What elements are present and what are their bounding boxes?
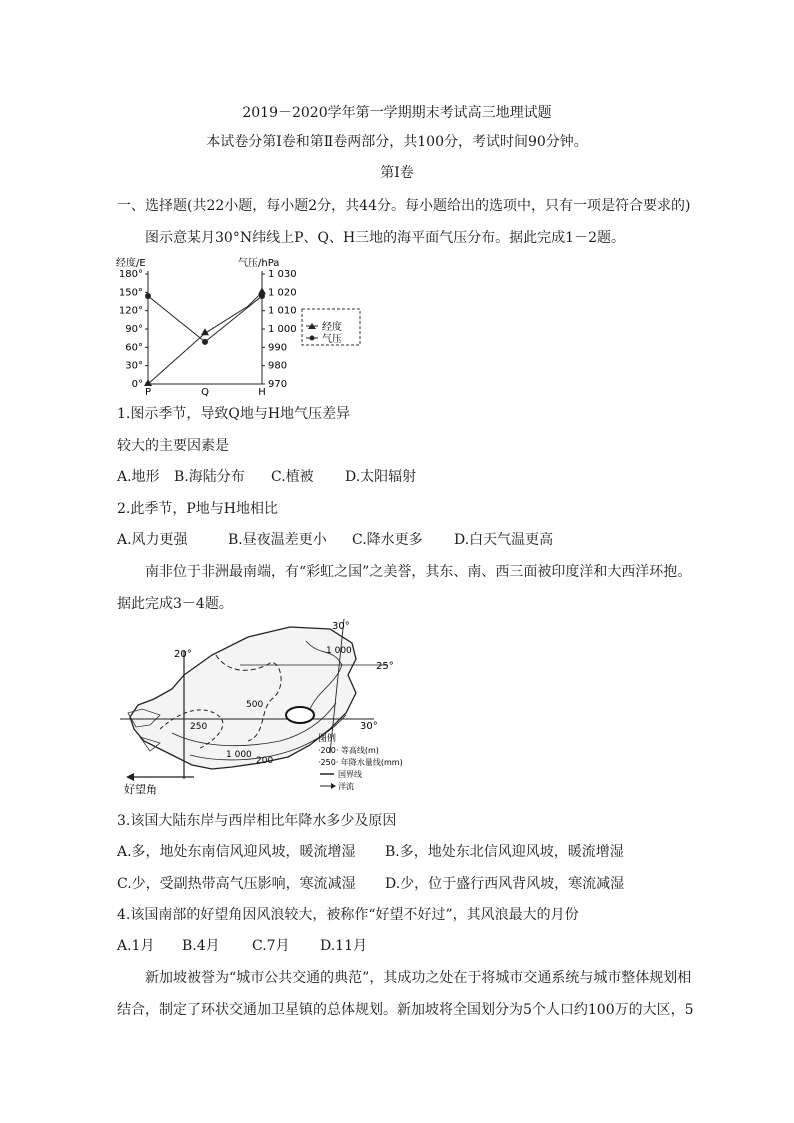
right-tick-label: 990 (268, 342, 288, 354)
q4-options (117, 936, 367, 956)
q1-option-d[interactable]: D.太阳辐射 (345, 469, 417, 485)
lat-label-30-top: 30° (332, 621, 350, 632)
q3-options-row1 (117, 842, 624, 862)
q4-option-c[interactable]: C.7月 (252, 938, 290, 954)
pressure-point (259, 293, 265, 299)
contour-label-500: 500 (246, 700, 264, 710)
left-tick-label: 30° (125, 360, 143, 372)
map-legend-contour: ·200· 等高线(m) (318, 746, 379, 755)
pressure-point (202, 339, 208, 345)
q3-stem: 3.该国大陆东岸与西岸相比年降水多少及原因 (117, 813, 397, 829)
right-tick-label: 1 000 (268, 324, 297, 335)
intro-text-2-line1: 南非位于非洲最南端，有“彩虹之国”之美誉，其东、南、西三面被印度洋和大西洋环抱。 (145, 564, 692, 580)
q1-stem-line1: 1.图示季节，导致Q地与H地气压差异 (117, 406, 351, 422)
q2-option-b[interactable]: B.昼夜温差更小 (228, 532, 327, 548)
q3-option-c[interactable]: C.少，受副热带高气压影响，寒流减湿 (117, 876, 356, 892)
right-tick-label: 980 (268, 360, 288, 372)
q4-option-b[interactable]: B.4月 (182, 938, 220, 954)
right-tick-label: 1 010 (268, 305, 297, 317)
left-tick-label: 60° (125, 342, 143, 354)
current-arrow-icon (126, 773, 134, 781)
q1-stem-line2: 较大的主要因素是 (117, 438, 229, 454)
lat-label-25: 25° (376, 661, 394, 672)
intro-text-3-line1: 新加坡被誉为“城市公共交通的典范”，其成功之处在于将城市交通系统与城市整体规划相 (145, 970, 692, 986)
map-legend-current: 洋流 (338, 782, 354, 791)
q3-option-b[interactable]: B.多，地处东北信风迎风坡，暖流增湿 (385, 844, 624, 860)
page-subtitle: 本试卷分第Ⅰ卷和第Ⅱ卷两部分，共100分，考试时间90分钟。 (206, 134, 588, 150)
q2-option-d[interactable]: D.白天气温更高 (454, 532, 554, 548)
q1-option-c[interactable]: C.植被 (271, 469, 314, 485)
left-tick-label: 90° (125, 324, 143, 335)
left-tick-label: 180° (118, 269, 143, 280)
part-title: 第Ⅰ卷 (380, 165, 414, 181)
map-legend-title: 图例 (318, 734, 337, 744)
map-legend-border: 国界线 (338, 770, 362, 779)
x-tick-label: Q (201, 387, 209, 398)
longitude-point (144, 379, 152, 386)
lon-label-20: 20° (174, 649, 192, 660)
section-heading: 一、选择题(共22小题，每小题2分，共44分。每小题给出的选项中，只有一项是符合要求的) (117, 198, 691, 214)
left-axis-title: 经度/E (116, 258, 146, 269)
map-legend-rainfall: ·250· 年降水量线(mm) (318, 758, 403, 767)
left-tick-label: 0° (131, 379, 143, 390)
contour-label-250: 250 (190, 722, 208, 732)
intro-text-1: 图示意某月30°N纬线上P、Q、H三地的海平面气压分布。据此完成1－2题。 (145, 230, 625, 246)
right-tick-label: 1 020 (268, 287, 297, 299)
q2-options (117, 530, 553, 550)
contour-label-1000-south: 1 000 (226, 750, 252, 760)
right-tick-label: 970 (268, 379, 288, 390)
q4-option-a[interactable]: A.1月 (117, 938, 155, 954)
right-axis-title: 气压/hPa (238, 258, 280, 269)
page-title: 2019－2020学年第一学期期末考试高三地理试题 (242, 105, 552, 121)
cape-of-good-hope-label: 好望角 (124, 783, 157, 796)
x-tick-label: H (258, 387, 266, 398)
pressure-longitude-chart (112, 254, 374, 400)
q1-options (117, 467, 416, 487)
q3-option-a[interactable]: A.多，地处东南信风迎风坡，暖流增湿 (117, 844, 356, 860)
pressure-point (145, 293, 151, 299)
q1-option-b[interactable]: B.海陆分布 (174, 469, 245, 485)
intro-text-2-line2: 据此完成3－4题。 (117, 596, 233, 612)
legend-arrow-icon (331, 783, 336, 789)
lat-label-30-right: 30° (360, 721, 378, 732)
contour-label-200: 200 (256, 756, 274, 766)
legend-longitude-label: 经度 (322, 322, 342, 333)
x-tick-label: P (144, 387, 152, 398)
q4-option-d[interactable]: D.11月 (320, 938, 367, 954)
left-tick-label: 150° (118, 287, 143, 299)
q2-option-c[interactable]: C.降水更多 (352, 532, 423, 548)
lesotho-outline (286, 707, 314, 723)
legend-pressure-label: 气压 (322, 334, 342, 345)
left-tick-label: 120° (118, 305, 143, 317)
q3-option-d[interactable]: D.少，位于盛行西风背风坡，寒流减湿 (385, 876, 625, 892)
q2-option-a[interactable]: A.风力更强 (117, 532, 188, 548)
q4-stem: 4.该国南部的好望角因风浪较大，被称作“好望不好过”，其风浪最大的月份 (117, 907, 579, 923)
south-africa-map (120, 617, 410, 797)
contour-label-1000-east: 1 000 (326, 646, 352, 656)
q1-option-a[interactable]: A.地形 (117, 469, 160, 485)
longitude-line (148, 292, 262, 384)
intro-text-3-line2: 结合，制定了环状交通加卫星镇的总体规划。新加坡将全国划分为5个人口约100万的大区，5 (117, 1002, 694, 1018)
right-tick-label: 1 030 (268, 269, 297, 280)
q2-stem: 2.此季节，P地与H地相比 (117, 501, 278, 517)
q3-options-row2 (117, 874, 624, 894)
